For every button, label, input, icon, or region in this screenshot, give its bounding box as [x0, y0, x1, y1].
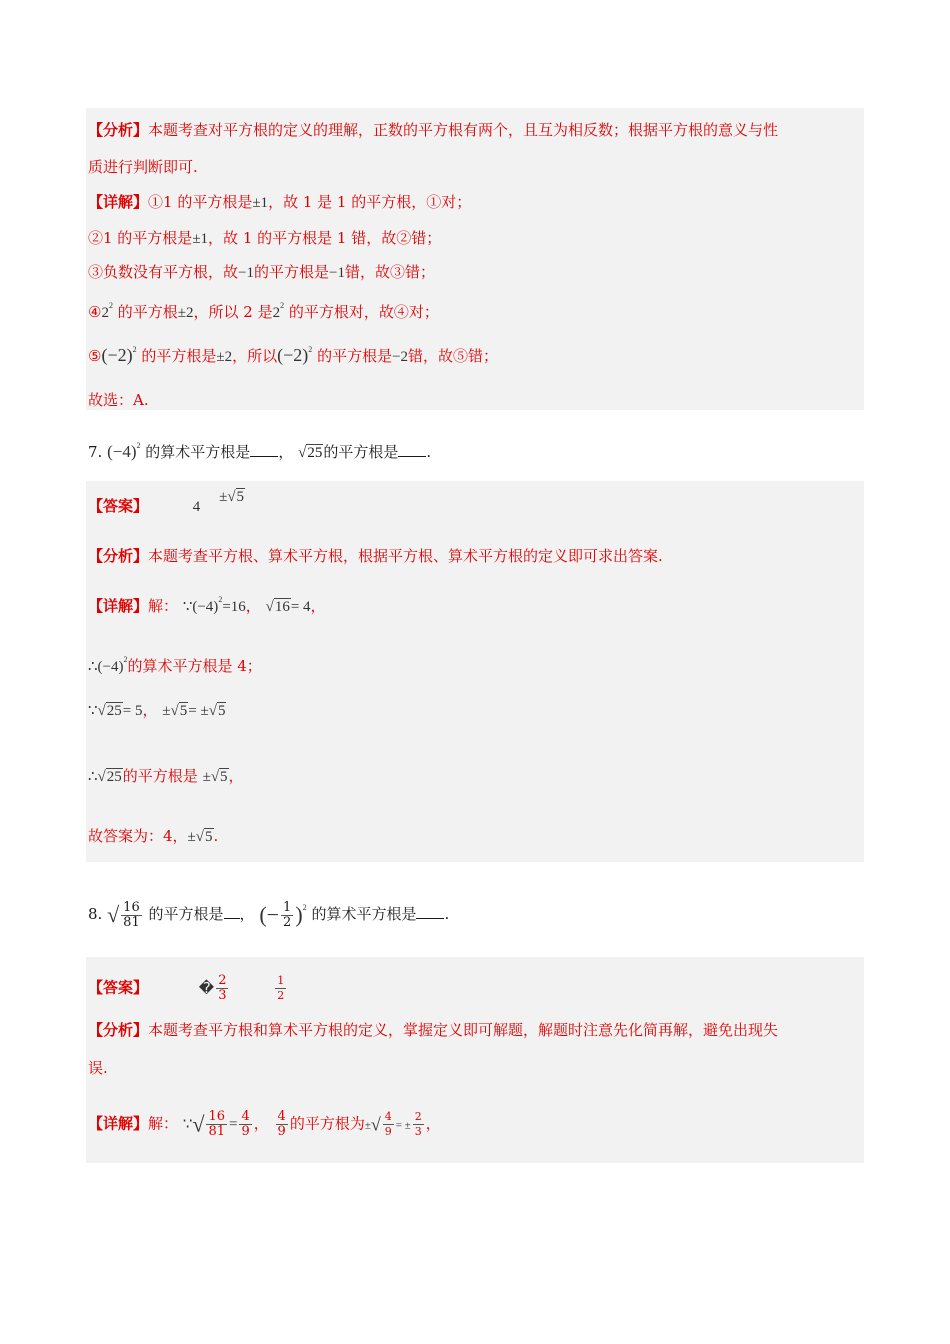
- conclusion-line: 故选：A.: [88, 391, 149, 409]
- detail-line-4: ∴√25的平方根是 ±√5，: [88, 767, 244, 785]
- question-7: 7. $(-4)^2$ 的算术平方根是 ， √25的平方根是 .: [88, 441, 432, 461]
- analysis-line-2: 质进行判断即可.: [88, 158, 198, 176]
- answer-blank: [416, 904, 444, 919]
- analysis-line-1: 【分析】本题考查对平方根的定义的理解，正数的平方根有两个，且互为相反数；根据平方根的意义与性: [88, 121, 779, 139]
- detail-line-1: 【详解】①1 的平方根是±1，故 1 是 1 的平方根，①对；: [88, 193, 472, 211]
- analysis-line-1: 【分析】本题考查平方根和算术平方根的定义，掌握定义即可解题，解题时注意先化简再解，避免出现失: [88, 1021, 779, 1039]
- detail-line: 【详解】解： ∵√ $\frac{16}{81}$ = $\frac{4}{9}$ ， $\frac{4}{9}$ 的平方根为±√ $\frac{4}{9}$ = ± $\frac{2}{3}$ ，: [88, 1109, 441, 1139]
- final-answer-line: 故答案为：4，±√5.: [88, 827, 219, 845]
- answer-blank: [224, 904, 240, 919]
- answer-line: 【答案】 � $\frac{2}{3}$ $\frac{1}{2}$: [88, 973, 285, 1003]
- detail-line-3: ③负数没有平方根，故−1的平方根是−1错，故③错；: [88, 263, 435, 281]
- analysis-line: 【分析】本题考查平方根、算术平方根，根据平方根、算术平方根的定义即可求出答案.: [88, 547, 663, 565]
- detail-line-5: $⑤(-2)^2$ 的平方根是±2，所以$(-2)^2$ 的平方根是−2错，故⑤错；: [88, 345, 499, 365]
- question-8: 8. √ $\frac{16}{81}$ 的平方根是 ， (− $\frac{1}{2}$ )$^2$ 的算术平方根是 .: [88, 899, 450, 930]
- answer-blank: [398, 442, 426, 457]
- detail-line-2: ②1 的平方根是±1，故 1 的平方根是 1 错，故②错；: [88, 229, 442, 247]
- detail-line-1: 【详解】解： $\because(-4)^2=16$， √16= 4，: [88, 595, 326, 615]
- detail-line-3: ∵√25= 5， ±√5= ±√5: [88, 701, 226, 719]
- detail-line-4: $④2^2$ 的平方根±2，所以 2 是$2^2$ 的平方根对，故④对；: [88, 301, 439, 321]
- analysis-tag: 【分析】: [88, 121, 149, 139]
- analysis-line-2: 误.: [88, 1059, 108, 1077]
- answer-blank: [250, 442, 278, 457]
- detail-tag: 【详解】: [88, 193, 149, 211]
- answer-line: 【答案】 4 ±√5: [88, 489, 245, 515]
- detail-line-2: $\therefore(-4)^2$的算术平方根是 4；: [88, 655, 262, 675]
